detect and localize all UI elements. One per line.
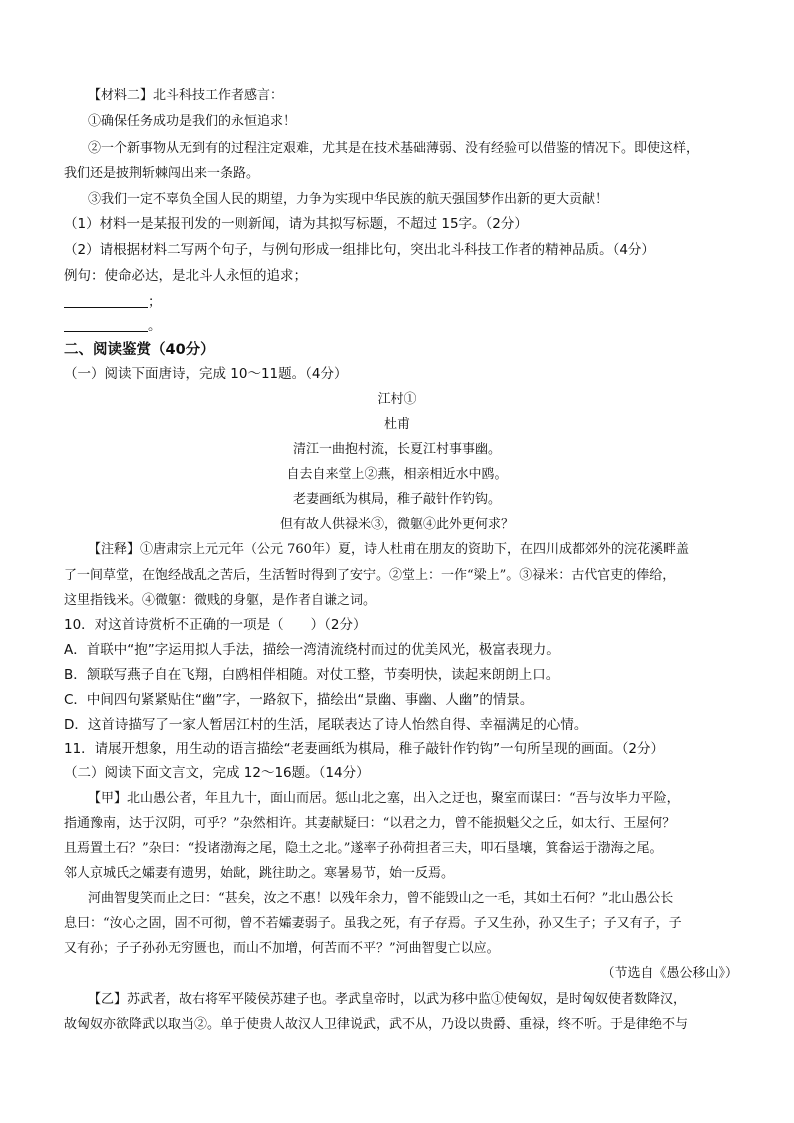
subsection-classical: （二）阅读下面文言文，完成 12～16题。（14分） [64,765,370,781]
jia-line: 又有孙；子子孙孙无穷匮也，而山不加增，何苦而不平？”河曲智叟亡以应。 [64,941,500,956]
question-10: 10．对这首诗赏析不正确的一项是（ ）（2分） [64,617,367,633]
jia-line: 河曲智叟笑而止之曰：“甚矣，汝之不惠！以残年余力，曾不能毁山之一毛，其如土石何？”北山愚公长 [88,891,674,906]
material2-quote-1: ①确保任务成功是我们的永恒追求！ [88,114,297,129]
material2-quote-2-line2: 我们还是披荆斩棘闯出来一条路。 [64,166,260,181]
yi-line: 【乙】苏武者，故右将军平陵侯苏建子也。孝武皇帝时，以武为移中监①使匈奴，是时匈奴使者数降汉， [88,992,687,1007]
poem-author: 杜甫 [383,417,410,432]
jia-line: 且焉置土石？”杂曰：“投诸渤海之尾，隐土之北。”遂率子孙荷担者三夫，叩石垦壤，箕畚运于渤海之尾。 [64,841,663,856]
answer-blank-1[interactable] [64,293,148,308]
notes-line-2: 了一间草堂，在饱经战乱之苦后，生活暂时得到了安宁。②堂上：一作“梁上”。③禄米：古代官吏的俸给， [64,568,676,583]
notes-line-1: 【注释】①唐肃宗上元元年（公元 760年）夏，诗人杜甫在朋友的资助下，在四川成都郊外的浣花溪畔盖 [88,542,689,557]
option-b[interactable]: B．颔联写燕子自在飞翔，白鸥相伴相随。对仗工整，节奏明快，读起来朗朗上口。 [64,667,560,683]
material2-quote-3: ③我们一定不辜负全国人民的期望，力争为实现中华民族的航天强国梦作出新的更大贡献！ [88,192,609,207]
material2-quote-2-line1: ②一个新事物从无到有的过程注定艰难，尤其是在技术基础薄弱、没有经验可以借鉴的情况下。即使这样， [88,141,700,156]
poem-line: 自去自来堂上②燕，相亲相近水中鸥。 [286,467,508,482]
answer-blank-1-punct: ； [148,294,162,310]
jia-source: （节选自《愚公移山》） [601,966,738,981]
yi-line: 故匈奴亦欲降武以取当②。单于使贵人故汉人卫律说武，武不从，乃设以贵爵、重禄，终不听。于是律绝不与 [64,1017,689,1032]
option-c[interactable]: C．中间四句紧紧贴住“幽”字，一路叙下，描绘出“景幽、事幽、人幽”的情景。 [64,692,534,708]
jia-line: 【甲】北山愚公者，年且九十，面山而居。惩山北之塞，出入之迂也，聚室而谋曰：“吾与汝毕力平险， [88,791,680,806]
question-2: （2）请根据材料二写两个句子，与例句形成一组排比句，突出北斗科技工作者的精神品质。（4分） [64,242,655,258]
example-sentence: 例句：使命必达，是北斗人永恒的追求； [64,268,307,284]
poem-line: 但有故人供禄米③，微躯④此外更何求？ [279,517,514,532]
option-d[interactable]: D．这首诗描写了一家人暂居江村的生活，尾联表达了诗人怡然自得、幸福满足的心情。 [64,717,588,733]
subsection-poem: （一）阅读下面唐诗，完成 10～11题。（4分） [64,366,348,382]
jia-line: 息曰：“汝心之固，固不可彻，曾不若孀妻弱子。虽我之死，有子存焉。子又生孙，孙又生子；子又有子，子 [64,916,682,931]
option-a[interactable]: A．首联中“抱”字运用拟人手法，描绘一湾清流绕村而过的优美风光，极富表现力。 [64,642,560,658]
answer-blank-2[interactable] [64,317,148,332]
answer-line-1[interactable] [64,292,162,312]
poem-line: 老妻画纸为棋局，稚子敲针作钓钩。 [292,492,501,507]
material2-title: 【材料二】北斗科技工作者感言： [88,88,284,103]
poem-title: 江村① [377,392,417,407]
notes-line-3: 这里指钱米。④微躯：微贱的身躯，是作者自谦之词。 [64,593,377,608]
poem-line: 清江一曲抱村流，长夏江村事事幽。 [292,442,501,457]
jia-line: 指通豫南，达于汉阴，可乎？”杂然相许。其妻献疑曰：“以君之力，曾不能损魁父之丘，如太行、王屋何？ [64,816,676,831]
question-11: 11．请展开想象，用生动的语言描绘“老妻画纸为棋局，稚子敲针作钓钩”一句所呈现的画面。（2分） [64,741,665,757]
question-1: （1）材料一是某报刊发的一则新闻，请为其拟写标题，不超过 15字。（2分） [64,216,528,232]
jia-line: 邻人京城氏之孀妻有遗男，始龀，跳往助之。寒暑易节，始一反焉。 [64,866,455,881]
answer-blank-2-punct: 。 [148,318,162,334]
section-title: 二、阅读鉴赏（40分） [64,342,215,358]
answer-line-2[interactable] [64,316,162,336]
